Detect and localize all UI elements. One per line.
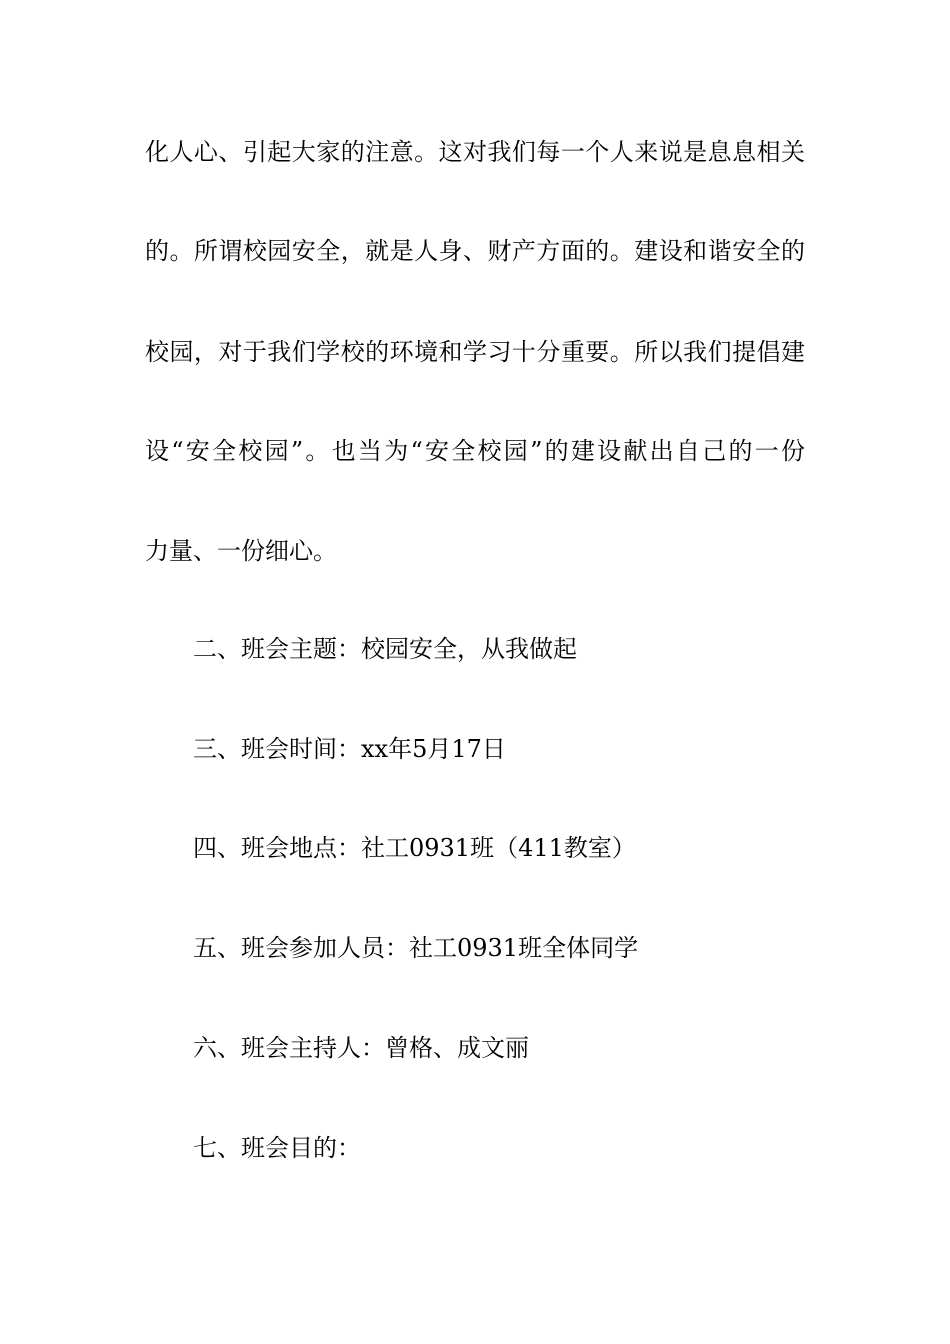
paragraph-line-4: 设“安全校园”。也当为“安全校园”的建设献出自己的一份 (145, 437, 805, 465)
item-location: 四、班会地点：社工0931班（411教室） (193, 834, 636, 862)
item-time: 三、班会时间：xx年5月17日 (193, 735, 506, 763)
paragraph-line-2: 的。所谓校园安全，就是人身、财产方面的。建设和谐安全的 (145, 237, 805, 265)
item-theme: 二、班会主题：校园安全，从我做起 (193, 635, 577, 663)
paragraph-line-3: 校园，对于我们学校的环境和学习十分重要。所以我们提倡建 (145, 338, 805, 366)
item-host: 六、班会主持人：曾格、成文丽 (193, 1034, 529, 1062)
paragraph-line-5: 力量、一份细心。 (145, 537, 337, 565)
item-purpose: 七、班会目的： (193, 1134, 361, 1162)
paragraph-line-1: 化人心、引起大家的注意。这对我们每一个人来说是息息相关 (145, 138, 805, 166)
item-participants: 五、班会参加人员：社工0931班全体同学 (193, 934, 639, 962)
